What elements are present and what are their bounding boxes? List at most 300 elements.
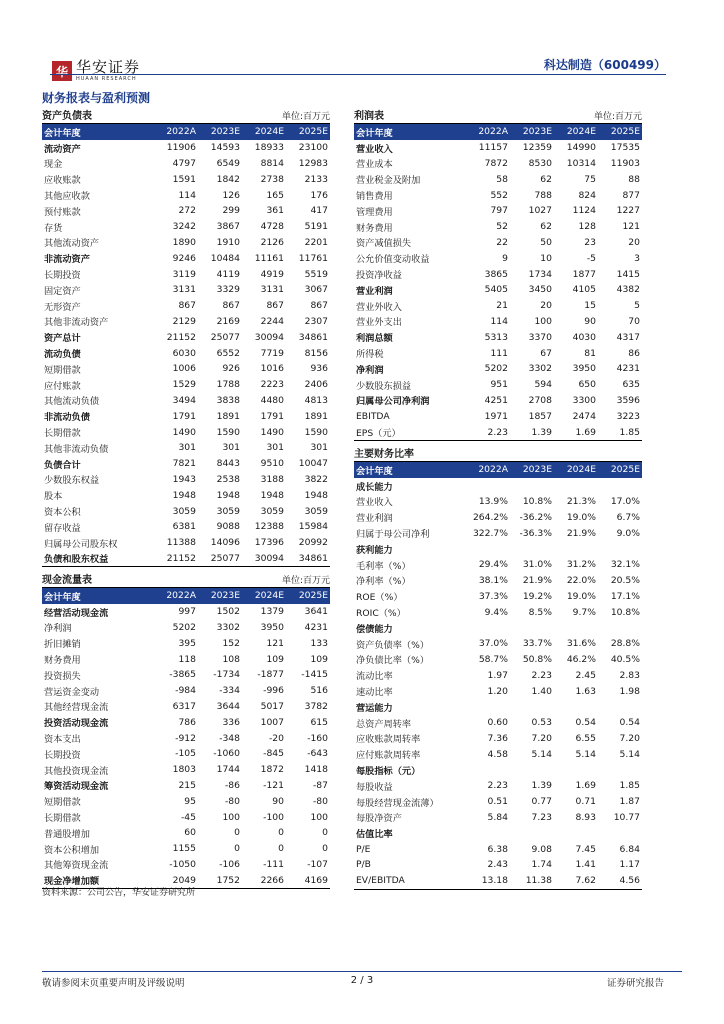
logo-subtext: HUAAN RESEARCH	[76, 76, 137, 82]
cell-value: 50.8%	[522, 653, 552, 665]
table-header-row	[42, 588, 330, 604]
header-year: 2024E	[242, 124, 286, 140]
cell-value	[554, 541, 598, 557]
cell-value: 2406	[304, 379, 328, 391]
table-row	[354, 825, 642, 841]
row-label: 每股收益	[356, 781, 393, 793]
cell-value: 2307	[304, 315, 328, 327]
row-label: 负债合计	[44, 459, 81, 471]
row-label: 营运资金变动	[44, 686, 100, 698]
cell-value: 176	[310, 189, 328, 201]
table-row	[42, 408, 330, 424]
cell-value: 1.87	[619, 796, 640, 808]
cell-value: 11.38	[510, 873, 554, 889]
cell-value: 5191	[304, 221, 328, 233]
cell-value: 5202	[484, 363, 508, 375]
cell-value: 8530	[528, 157, 552, 169]
cell-value: 1791	[172, 410, 196, 422]
cell-value: 1.41	[575, 859, 596, 871]
cell-value: 3059	[172, 505, 196, 517]
cell-value: -100	[263, 811, 284, 823]
cell-value: 6.84	[619, 843, 640, 855]
cell-value: 20.5%	[610, 574, 640, 586]
cell-value: 301	[178, 442, 196, 454]
cell-value: 3119	[172, 268, 196, 280]
cell-value: 3782	[304, 700, 328, 712]
cell-value: -984	[175, 685, 196, 697]
cell-value: 3059	[216, 505, 240, 517]
cell-value: 1948	[216, 489, 240, 501]
cell-value: -845	[263, 748, 284, 760]
cell-value: 2129	[172, 315, 196, 327]
cell-value: 100	[310, 811, 328, 823]
cell-value: 2.23	[466, 424, 510, 440]
header-year: 2024E	[554, 124, 598, 140]
table-row	[42, 535, 330, 551]
row-label: 应收账款周转率	[356, 734, 421, 746]
cell-value: 516	[310, 685, 328, 697]
cell-value	[598, 762, 642, 778]
cell-value: 11761	[298, 252, 328, 264]
cell-value: 52	[496, 221, 508, 233]
header-year: 2025E	[598, 462, 642, 478]
header-year: 2024E	[554, 462, 598, 478]
row-label: 归属母公司股东权	[44, 538, 118, 550]
row-label: 无形资产	[44, 301, 81, 313]
cell-value: 395	[178, 637, 196, 649]
table-row	[354, 762, 642, 778]
cell-value: 1591	[172, 173, 196, 185]
row-label: 留存收益	[44, 522, 81, 534]
row-label: 流动比率	[356, 671, 393, 683]
cell-value: 824	[578, 189, 596, 201]
cell-value: 1.40	[531, 685, 552, 697]
cell-value: 1872	[260, 764, 284, 776]
cell-value: 2133	[304, 173, 328, 185]
cell-value: 23	[584, 236, 596, 248]
cell-value: 1006	[172, 363, 196, 375]
cell-value: -106	[219, 858, 240, 870]
table-row	[42, 440, 330, 456]
cell-value: 2244	[260, 315, 284, 327]
cell-value	[466, 825, 510, 841]
row-label: 净利率（%）	[356, 576, 411, 588]
cell-value: 7.36	[487, 732, 508, 744]
cell-value: 22.0%	[566, 574, 596, 586]
cell-value: 17535	[610, 142, 640, 154]
table-row	[42, 635, 330, 651]
row-label: 投资净收益	[356, 270, 402, 282]
table-row	[42, 857, 330, 873]
section-title: 财务报表与盈利预测	[42, 91, 151, 105]
cell-value: 14990	[566, 142, 596, 154]
cell-value: 34861	[298, 331, 328, 343]
row-label: 少数股东损益	[356, 380, 412, 392]
cell-value: 5202	[172, 621, 196, 633]
cell-value: 8156	[304, 347, 328, 359]
cell-value: 2.43	[487, 859, 508, 871]
row-label: 净利润	[356, 364, 384, 376]
cell-value: 9.0%	[616, 527, 640, 539]
income-statement-table	[354, 108, 642, 441]
cell-value: 7872	[484, 157, 508, 169]
cell-value: 4728	[260, 221, 284, 233]
row-label: 短期借款	[44, 797, 81, 809]
cell-value: 62	[540, 173, 552, 185]
cell-value	[466, 762, 510, 778]
cell-value: 21.9%	[566, 527, 596, 539]
cell-value: 3302	[528, 363, 552, 375]
row-label: 其他流动资产	[44, 238, 100, 250]
cell-value: 7821	[172, 458, 196, 470]
cell-value: 95	[184, 795, 196, 807]
header-year: 2023E	[510, 462, 554, 478]
cell-value: 128	[578, 221, 596, 233]
cell-value: 29.4%	[478, 559, 508, 571]
cell-value: 37.3%	[478, 590, 508, 602]
cell-value: 8814	[260, 157, 284, 169]
row-label: 营运能力	[356, 702, 393, 714]
cell-value: 12359	[522, 142, 552, 154]
cell-value: 58	[496, 173, 508, 185]
cell-value	[598, 478, 642, 494]
cell-value: 60	[184, 827, 196, 839]
data-source-note: 资料来源：公司公告，华安证券研究所	[42, 888, 196, 898]
cell-value: 0	[234, 827, 240, 839]
cell-value: 0	[278, 843, 284, 855]
cell-value: 867	[222, 300, 240, 312]
header-year: 2022A	[466, 462, 510, 478]
row-label: 营业收入	[356, 143, 393, 155]
cell-value: 6.38	[487, 843, 508, 855]
row-label: 获利能力	[356, 544, 393, 556]
row-label: 营业利润	[356, 513, 393, 525]
cell-value: 788	[534, 189, 552, 201]
cell-value	[466, 699, 510, 715]
cell-value: 650	[578, 379, 596, 391]
cell-value: 1877	[572, 268, 596, 280]
table-row	[42, 187, 330, 203]
table-row	[354, 494, 642, 510]
row-label: 其他投资现金流	[44, 765, 109, 777]
cell-value	[466, 541, 510, 557]
header-year: 2025E	[286, 588, 330, 604]
cell-value: 13.18	[466, 873, 510, 889]
table-row	[42, 651, 330, 667]
table-row	[42, 667, 330, 683]
table-row	[354, 604, 642, 620]
row-label: 非流动负债	[44, 412, 90, 424]
cell-value: -36.2%	[519, 511, 552, 523]
cell-value: 867	[178, 300, 196, 312]
table-row	[354, 746, 642, 762]
cell-value: 1.85	[619, 780, 640, 792]
cell-value: 31.2%	[566, 559, 596, 571]
row-label: EPS（元）	[354, 424, 466, 440]
row-label: 每股净资产	[356, 813, 402, 825]
cell-value: -105	[175, 748, 196, 760]
header-year: 2023E	[198, 124, 242, 140]
cell-value: 31.0%	[522, 559, 552, 571]
footer-doc-type: 证券研究报告	[606, 978, 664, 989]
cell-value: 1124	[572, 205, 596, 217]
table-row	[42, 377, 330, 393]
table-row	[354, 250, 642, 266]
table-row	[42, 778, 330, 794]
cell-value: 25077	[198, 551, 242, 567]
cell-value: 5017	[260, 700, 284, 712]
cell-value: 10.77	[613, 811, 640, 823]
table-header-row	[42, 124, 330, 140]
cell-value: 109	[310, 653, 328, 665]
cell-value: 4813	[304, 394, 328, 406]
table-title: 主要财务比率	[354, 449, 414, 460]
table-row	[354, 810, 642, 826]
cell-value: 126	[222, 189, 240, 201]
cell-value: 1744	[216, 764, 240, 776]
table-row	[42, 825, 330, 841]
cell-value	[554, 699, 598, 715]
cell-value: 1891	[216, 410, 240, 422]
cell-value: -107	[307, 858, 328, 870]
cell-value: 3644	[216, 700, 240, 712]
row-label: 毛利率（%）	[356, 560, 411, 572]
cell-value: 25077	[210, 331, 240, 343]
cell-value: 90	[272, 795, 284, 807]
table-row	[42, 171, 330, 187]
row-label: 筹资活动现金流	[44, 781, 109, 793]
cell-value: 14096	[210, 537, 240, 549]
table-row	[42, 424, 330, 440]
cell-value: -1734	[213, 669, 240, 681]
table-row	[354, 620, 642, 636]
row-label: 投资损失	[44, 670, 81, 682]
cell-value: 0	[234, 843, 240, 855]
cell-value: 926	[222, 363, 240, 375]
cell-value: 1.39	[531, 780, 552, 792]
table-row	[42, 203, 330, 219]
table-row	[42, 393, 330, 409]
row-label: 非流动资产	[44, 254, 90, 266]
cell-value: 336	[222, 716, 240, 728]
cell-value: 0.60	[487, 717, 508, 729]
cell-value: 3059	[304, 505, 328, 517]
row-label: 预付账款	[44, 206, 81, 218]
table-row	[354, 393, 642, 409]
cell-value: 3641	[304, 606, 328, 618]
row-label: 资本公积	[44, 507, 81, 519]
cell-value	[598, 541, 642, 557]
row-label: 营业成本	[356, 159, 393, 171]
cell-value: 11903	[610, 157, 640, 169]
row-label: 长期借款	[44, 428, 81, 440]
cell-value: 299	[222, 205, 240, 217]
cell-value: 2049	[154, 872, 198, 888]
cell-value: 264.2%	[472, 511, 508, 523]
cell-value: 121	[266, 637, 284, 649]
cell-value: 7.20	[531, 732, 552, 744]
cell-value: 272	[178, 205, 196, 217]
cell-value: -643	[307, 748, 328, 760]
cell-value: 1027	[528, 205, 552, 217]
table-row	[354, 377, 642, 393]
cell-value: 10314	[566, 157, 596, 169]
row-label: 所得税	[356, 349, 384, 361]
cell-value	[510, 762, 554, 778]
cell-value: 0.71	[575, 796, 596, 808]
cell-value: 10484	[210, 252, 240, 264]
cell-value: 3059	[260, 505, 284, 517]
cell-value: 81	[584, 347, 596, 359]
cell-value: 9246	[172, 252, 196, 264]
table-row	[42, 219, 330, 235]
cell-value	[510, 699, 554, 715]
header-label: 会计年度	[354, 462, 466, 478]
row-label: 固定资产	[44, 285, 81, 297]
cell-value: 2223	[260, 379, 284, 391]
cell-value: 7.23	[531, 811, 552, 823]
cell-value: 867	[266, 300, 284, 312]
cell-value: 3838	[216, 394, 240, 406]
cell-value: 9510	[260, 458, 284, 470]
row-label: 流动资产	[44, 143, 81, 155]
page-number: 2 / 3	[350, 975, 374, 986]
table-row	[42, 503, 330, 519]
cell-value: 417	[310, 205, 328, 217]
row-label: 存货	[44, 222, 63, 234]
cell-value: 2169	[216, 315, 240, 327]
cell-value: 17396	[254, 537, 284, 549]
row-label: 每股指标（元）	[356, 766, 421, 778]
table-title: 现金流量表	[42, 575, 92, 586]
cell-value: 3188	[260, 473, 284, 485]
cell-value: 4251	[484, 394, 508, 406]
cell-value: 9.4%	[484, 606, 508, 618]
cell-value: 1.39	[510, 424, 554, 440]
cell-value: 6549	[216, 157, 240, 169]
row-label: 归属母公司净利润	[356, 396, 430, 408]
table-row	[42, 519, 330, 535]
cell-value: -87	[312, 779, 328, 791]
cell-value: 1.74	[531, 859, 552, 871]
table-row	[42, 361, 330, 377]
cell-value: 34861	[286, 551, 330, 567]
row-label: 少数股东权益	[44, 475, 100, 487]
table-row	[354, 715, 642, 731]
cell-value: 38.1%	[478, 574, 508, 586]
cell-value: 22	[496, 236, 508, 248]
header-label: 会计年度	[354, 124, 466, 140]
row-label: 长期借款	[44, 813, 81, 825]
cell-value: 786	[178, 716, 196, 728]
cell-value: 12983	[298, 157, 328, 169]
cell-value: 1.69	[575, 780, 596, 792]
cell-value: 30094	[254, 331, 284, 343]
cell-value: 9.7%	[572, 606, 596, 618]
table-row	[354, 794, 642, 810]
row-label: 利润总额	[356, 333, 393, 345]
row-label: 归属于母公司净利	[356, 529, 430, 541]
table-row	[354, 424, 642, 440]
table-row	[354, 140, 642, 156]
row-label: 营业税金及附加	[356, 175, 421, 187]
row-label: 财务费用	[44, 655, 81, 667]
cell-value: 8.5%	[528, 606, 552, 618]
cell-value: 0	[322, 827, 328, 839]
table-row	[354, 171, 642, 187]
cell-value: 1791	[260, 410, 284, 422]
row-label: 资产负债率（%）	[356, 639, 430, 651]
balance-sheet-table	[42, 108, 330, 567]
table-row	[42, 298, 330, 314]
cell-value: 2474	[572, 410, 596, 422]
cell-value: 21.3%	[566, 495, 596, 507]
cell-value: 552	[490, 189, 508, 201]
table-row	[42, 487, 330, 503]
cell-value: -1877	[257, 669, 284, 681]
cell-value: 6030	[172, 347, 196, 359]
cell-value: 1.63	[575, 685, 596, 697]
cell-value: 322.7%	[472, 527, 508, 539]
cell-value: 0.53	[531, 717, 552, 729]
cell-value: 1857	[528, 410, 552, 422]
cell-value: 7719	[260, 347, 284, 359]
cell-value: 0.54	[619, 717, 640, 729]
cell-value: 10.8%	[522, 495, 552, 507]
table-row	[354, 699, 642, 715]
cell-value: 21152	[154, 551, 198, 567]
cell-value: 4030	[572, 331, 596, 343]
table-row	[354, 588, 642, 604]
cell-value: 121	[622, 221, 640, 233]
header-year: 2025E	[286, 124, 330, 140]
cell-value: 1490	[172, 426, 196, 438]
cell-value: 21152	[166, 331, 196, 343]
cell-value	[598, 699, 642, 715]
cell-value	[554, 620, 598, 636]
cell-value: 4.58	[487, 748, 508, 760]
cell-value: 0.54	[575, 717, 596, 729]
row-label: 长期投资	[44, 270, 81, 282]
cell-value: -334	[219, 685, 240, 697]
cell-value: 301	[266, 442, 284, 454]
table-row	[354, 857, 642, 873]
cell-value: 3300	[572, 394, 596, 406]
cell-value: 19.2%	[522, 590, 552, 602]
table-row	[42, 282, 330, 298]
cell-value: 108	[222, 653, 240, 665]
cell-value: 50	[540, 236, 552, 248]
cell-value	[510, 620, 554, 636]
row-label: 净利润	[44, 623, 72, 635]
cell-value: 1788	[216, 379, 240, 391]
table-row	[42, 472, 330, 488]
cell-value: 4169	[286, 872, 330, 888]
cell-value: 4231	[616, 363, 640, 375]
cell-value: 1415	[616, 268, 640, 280]
row-label: 其他经营现金流	[44, 702, 109, 714]
header-year: 2022A	[154, 588, 198, 604]
cell-value: 615	[310, 716, 328, 728]
row-label: 总资产周转率	[356, 718, 412, 730]
table-row	[354, 266, 642, 282]
cell-value: 9	[502, 252, 508, 264]
cell-value: 215	[178, 779, 196, 791]
cell-value: 4919	[260, 268, 284, 280]
cell-value: -45	[180, 811, 196, 823]
table-row	[354, 509, 642, 525]
table-row	[354, 525, 642, 541]
